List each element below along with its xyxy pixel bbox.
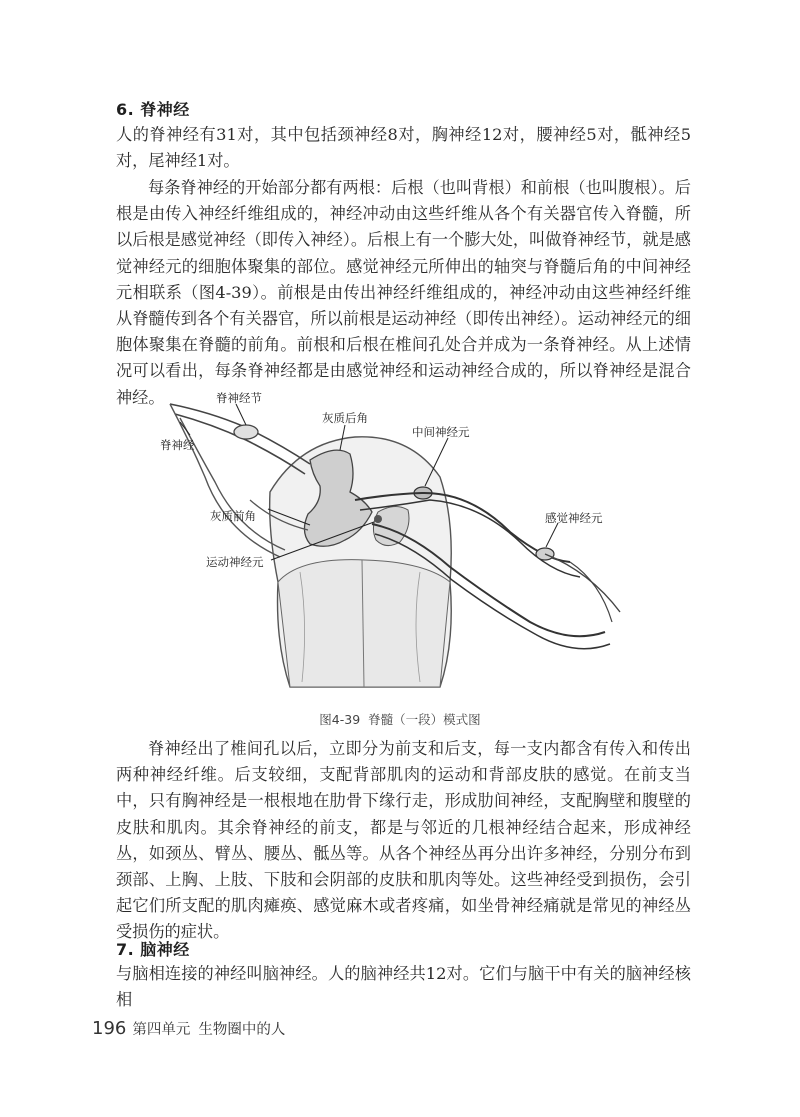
unit-label: 第四单元 <box>132 1022 191 1038</box>
paragraph-spinal-nerve-count: 人的脊神经有31对，其中包括颈神经8对，胸神经12对，腰神经5对，骶神经5对，尾神经1对。 <box>116 125 691 171</box>
section-heading-cranial-nerves: 7. 脑神经 <box>116 940 190 959</box>
spinal-cord-figure <box>150 382 650 702</box>
label-spinal-nerve: 脊神经 <box>160 438 195 452</box>
page-footer <box>92 1018 285 1039</box>
figure-number: 图4-39 <box>319 712 361 727</box>
label-motor-neuron: 运动神经元 <box>206 555 264 569</box>
unit-title: 生物圈中的人 <box>198 1022 286 1038</box>
label-ventral-horn: 灰质前角 <box>210 509 256 523</box>
paragraph-cranial-nerves: 与脑相连接的神经叫脑神经。人的脑神经共12对。它们与脑干中有关的脑神经核相 <box>116 964 691 1010</box>
label-interneuron: 中间神经元 <box>412 425 470 439</box>
figure-caption <box>0 710 800 728</box>
label-dorsal-horn: 灰质后角 <box>322 411 368 425</box>
spinal-cord-diagram <box>150 382 650 702</box>
paragraph-nerve-branches: 脊神经出了椎间孔以后，立即分为前支和后支，每一支内都含有传入和传出两种神经纤维。后支较细，支配背部肌肉的运动和背部皮肤的感觉。在前支当中，只有胸神经是一根根地在肋骨下缘行走，形成肋间神经，支配胸壁和腹壁的皮肤和肌肉。其余脊神经的前支，都是与邻近的几根神经结合起来，形成神经丛，如颈丛、臂丛、腰丛、骶丛等。从各个神经丛再分出许多神经，分别分布到颈部、上胸、上肢、下肢和会阴部的皮肤和肌肉等处。这些神经受到损伤，会引起它们所支配的肌肉瘫痪、感觉麻木或者疼痛，如坐骨神经痛就是常见的神经丛受损伤的症状。 <box>116 739 691 942</box>
figure-caption-text: 脊髓（一段）模式图 <box>368 712 481 727</box>
paragraph-spinal-nerve-roots: 每条脊神经的开始部分都有两根：后根（也叫背根）和前根（也叫腹根）。后根是由传入神经纤维组成的，神经冲动由这些纤维从各个有关器官传入脊髓，所以后根是感觉神经（即传入神经）。后根上有一个膨大处，叫做脊神经节，就是感觉神经元的细胞体聚集的部位。感觉神经元所伸出的轴突与脊髓后角的中间神经元相联系（图4-39）。前根是由传出神经纤维组成的，神经冲动由这些神经纤维从脊髓传到各个有关器官，所以前根是运动神经（即传出神经）。运动神经元的细胞体聚集在脊髓的前角。前根和后根在椎间孔处合并成为一条脊神经。从上述情况可以看出，每条脊神经都是由感觉神经和运动神经合成的，所以脊神经是混合神经。 <box>116 178 691 407</box>
page-number: 196 <box>92 1018 127 1039</box>
label-spinal-ganglion: 脊神经节 <box>216 391 262 405</box>
section-heading-spinal-nerves: 6. 脊神经 <box>116 100 190 119</box>
label-sensory-neuron: 感觉神经元 <box>545 511 603 525</box>
